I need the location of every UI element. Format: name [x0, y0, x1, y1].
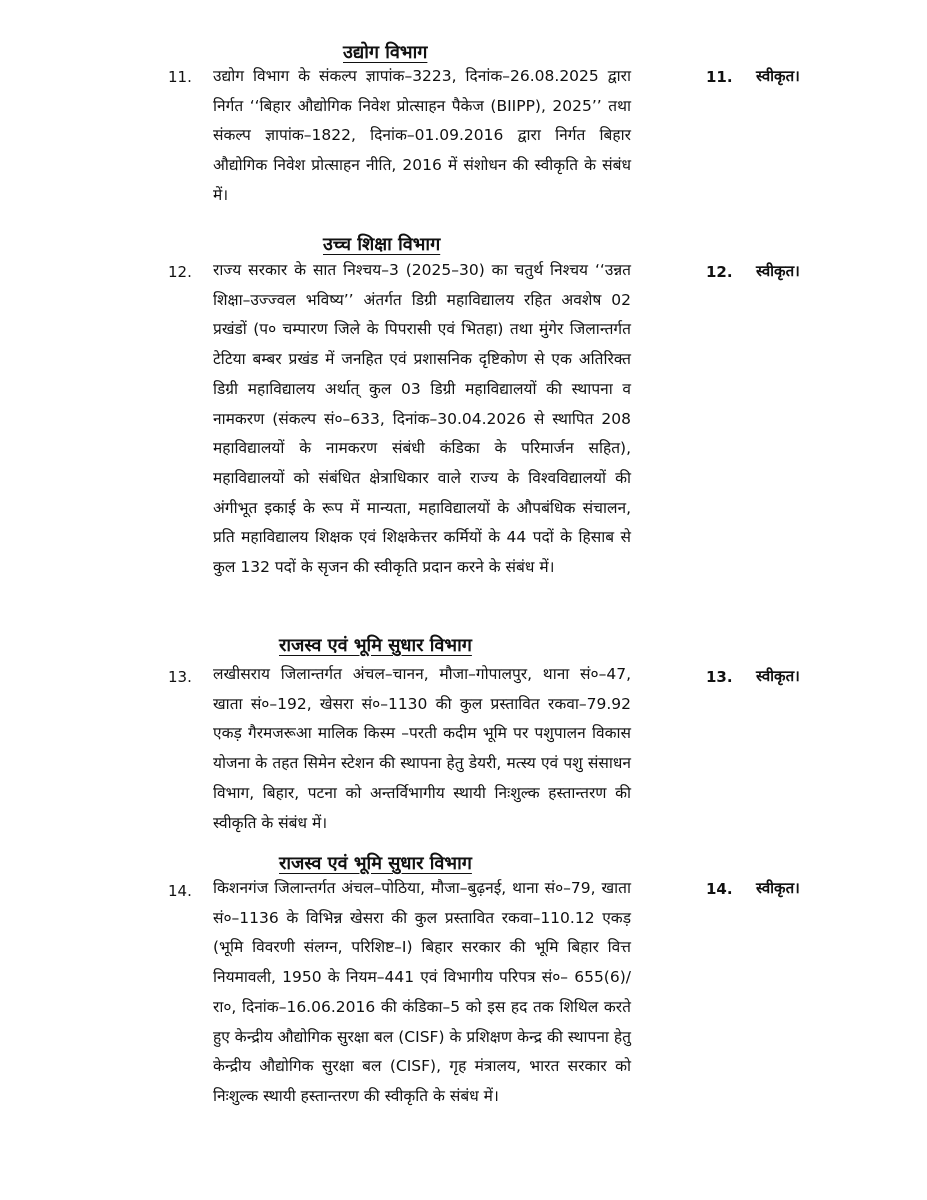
item-description: उद्योग विभाग के संकल्प ज्ञापांक–3223, दिनांक–26.08.2025 द्वारा निर्गत ‘‘बिहार औद्योगिक निवेश प्रोत्साहन पैकेज (BIIPP), 2025’’ तथा संकल्प ज्ञापांक–1822, दिनांक–01.09.2016 द्वारा निर्गत बिहार औद्योगिक निवेश प्रोत्साहन नीति, 2016 में संशोधन की स्वीकृति के संबंध में। — [213, 67, 631, 204]
decision-status: स्वीकृत। — [756, 879, 800, 897]
item-number: 14. — [168, 882, 192, 900]
item-number: 11. — [168, 68, 192, 86]
item-number: 13. — [168, 668, 192, 686]
department-heading: राजस्व एवं भूमि सुधार विभाग — [279, 635, 472, 656]
decision-number: 11. — [706, 68, 733, 86]
decision-status: स्वीकृत। — [756, 667, 800, 685]
decision-status: स्वीकृत। — [756, 262, 800, 280]
department-heading: उद्योग विभाग — [343, 42, 428, 63]
decision-number: 12. — [706, 263, 733, 281]
decision-status: स्वीकृत। — [756, 67, 800, 85]
decision-number: 14. — [706, 880, 733, 898]
item-description: राज्य सरकार के सात निश्चय–3 (2025–30) का चतुर्थ निश्चय ‘‘उन्नत शिक्षा–उज्ज्वल भविष्य’’ अंतर्गत डिग्री महाविद्यालय रहित अवशेष 02 प्रखंडों (प० चम्पारण जिले के पिपरासी एवं भितहा) तथा मुंगेर जिलान्तर्गत टेटिया बम्बर प्रखंड में जनहित एवं प्रशासनिक दृष्टिकोण से एक अतिरिक्त डिग्री महाविद्यालय अर्थात् कुल 03 डिग्री महाविद्यालयों की स्थापना व नामकरण (संकल्प सं०–633, दिनांक–30.04.2026 से स्थापित 208 महाविद्यालयों के नामकरण संबंधी कंडिका के परिमार्जन सहित), महाविद्यालयों को संबंधित क्षेत्राधिकार वाले राज्य के विश्वविद्यालयों की अंगीभूत इकाई के रूप में मान्यता, महाविद्यालयों के औपबंधिक संचालन, प्रति महाविद्यालय शिक्षक एवं शिक्षकेत्तर कर्मियों के 44 पदों के हिसाब से कुल 132 पदों के सृजन की स्वीकृति प्रदान करने के संबंध में। — [213, 261, 631, 577]
department-heading: उच्च शिक्षा विभाग — [323, 234, 441, 255]
decision-number: 13. — [706, 668, 733, 686]
department-heading: राजस्व एवं भूमि सुधार विभाग — [279, 853, 472, 874]
item-description: लखीसराय जिलान्तर्गत अंचल–चानन, मौजा–गोपालपुर, थाना सं०–47, खाता सं०–192, खेसरा सं०–1130 की कुल प्रस्तावित रकवा–79.92 एकड़ गैरमजरूआ मालिक किस्म –परती कदीम भूमि पर पशुपालन विकास योजना के तहत सिमेन स्टेशन की स्थापना हेतु डेयरी, मत्स्य एवं पशु संसाधन विभाग, बिहार, पटना को अन्तर्विभागीय स्थायी निःशुल्क हस्तान्तरण की स्वीकृति के संबंध में। — [213, 665, 631, 832]
item-description: किशनगंज जिलान्तर्गत अंचल–पोठिया, मौजा–बुढ़नई, थाना सं०–79, खाता सं०–1136 के विभिन्न खेसरा की कुल प्रस्तावित रकवा–110.12 एकड़ (भूमि विवरणी संलग्न, परिशिष्ट–I) बिहार सरकार की भूमि बिहार वित्त नियमावली, 1950 के नियम–441 एवं विभागीय परिपत्र सं०– 655(6)/रा०, दिनांक–16.06.2016 की कंडिका–5 को इस हद तक शिथिल करते हुए केन्द्रीय औद्योगिक सुरक्षा बल (CISF) के प्रशिक्षण केन्द्र की स्थापना हेतु केन्द्रीय औद्योगिक सुरक्षा बल (CISF), गृह मंत्रालय, भारत सरकार को निःशुल्क स्थायी हस्तान्तरण की स्वीकृति के संबंध में। — [213, 879, 631, 1105]
item-number: 12. — [168, 263, 192, 281]
